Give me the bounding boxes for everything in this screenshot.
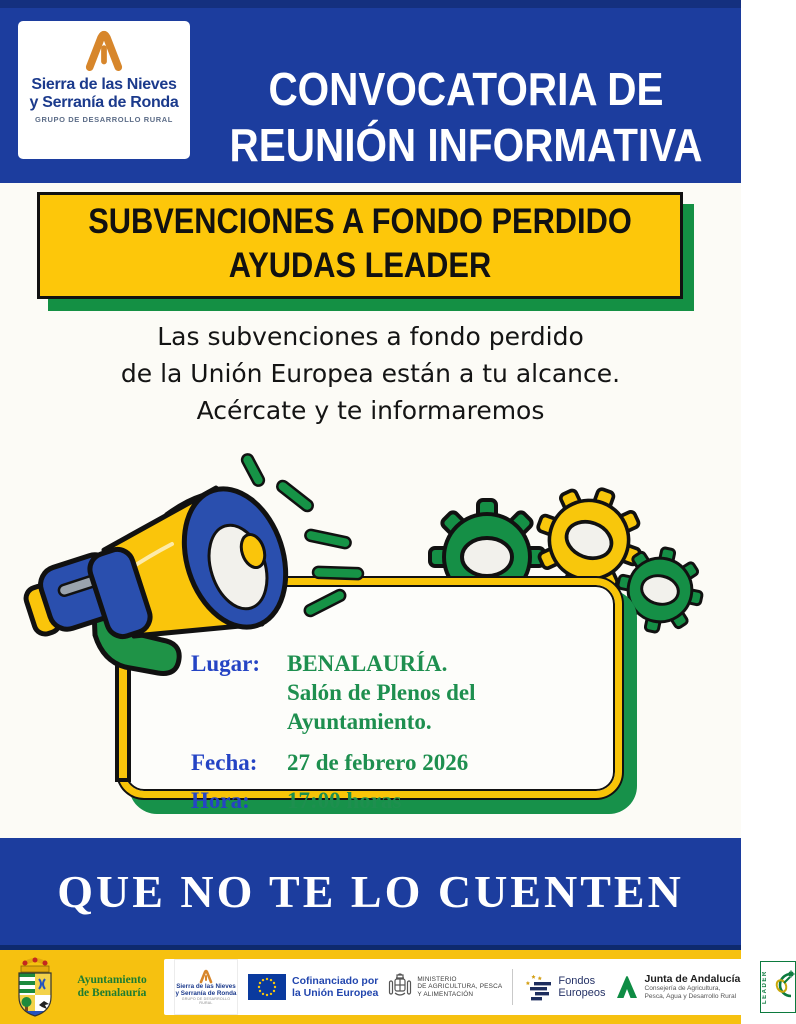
sierra-footer-logo [174, 959, 238, 1015]
benalauria-coat-of-arms-icon [12, 955, 58, 1019]
lugar-value-line2: Salón de Plenos del Ayuntamiento. [287, 680, 476, 734]
partner-logos-strip [164, 959, 750, 1015]
sierra-footer-subtitle: GRUPO DE DESARROLLO RURAL [181, 997, 231, 1005]
sierra-logo-name [18, 76, 190, 112]
fondos-line2: Europeos [558, 987, 606, 999]
junta-andalucia-logo [615, 973, 740, 1000]
junta-a-icon [615, 974, 639, 1000]
hora-value: 17:00 horas [287, 788, 402, 813]
mountain-peak-icon [175, 969, 237, 983]
junta-labels [644, 973, 740, 1000]
ministerio-line2: DE AGRICULTURA, PESCA [417, 983, 503, 991]
ministerio-line3: Y ALIMENTACIÓN [417, 990, 474, 998]
lugar-value: BENALAURÍA. [287, 651, 448, 676]
banner-line-2: AYUDAS LEADER [228, 246, 492, 285]
ayuntamiento-line2: de Benalauría [77, 987, 147, 999]
title-line-1: CONVOCATORIA DE [268, 62, 664, 115]
hora-label: Hora: [191, 788, 250, 813]
stars-bars-icon [523, 974, 553, 1001]
junta-sub-line1: Consejería de Agricultura, [644, 985, 721, 993]
junta-name: Junta de Andalucía [644, 973, 741, 986]
lugar-label: Lugar: [191, 651, 260, 676]
eu-cofunded-logo [248, 974, 378, 1000]
ayuntamiento-line1: Ayuntamiento [77, 974, 147, 986]
megaphone-icon [20, 440, 368, 785]
fecha-label: Fecha: [191, 750, 258, 775]
header-band [0, 0, 741, 183]
detail-row-hora [191, 786, 615, 815]
ministerio-label [417, 976, 502, 999]
intro-line-2: de la Unión Europea están a tu alcance. [120, 359, 621, 388]
leader-emblem-icon [773, 962, 795, 1010]
sierra-logo-subtitle: GRUPO DE DESARROLLO RURAL [35, 115, 173, 124]
footer-divider [512, 969, 513, 1005]
sierra-footer-name [175, 983, 237, 997]
sierra-logo-card [18, 21, 190, 159]
slogan-band [0, 838, 741, 950]
intro-line-3: Acércate y te informaremos [196, 396, 545, 425]
junta-sub-line2: Pesca, Agua y Desarrollo Rural [644, 993, 737, 1000]
ministerio-line1: MINISTERIO [417, 975, 457, 983]
sierra-footer-line2: y Serranía de Ronda [175, 990, 237, 997]
fondos-label [558, 975, 605, 1000]
eu-line2: la Unión Europea [292, 987, 379, 999]
page-title [196, 61, 736, 173]
illustration-zone [0, 430, 741, 838]
banner-line-1: SUBVENCIONES A FONDO PERDIDO [88, 202, 632, 241]
sierra-logo-line2: y Serranía de Ronda [29, 94, 179, 111]
sierra-footer-line1: Sierra de las Nieves [176, 983, 236, 990]
leader-logo [760, 961, 796, 1013]
slogan-text: QUE NO TE LO CUENTEN [57, 866, 684, 917]
eu-line1: Cofinanciado por [292, 975, 379, 987]
eu-cofunded-label [292, 975, 378, 999]
fecha-value: 27 de febrero 2026 [287, 750, 469, 775]
spain-crest-icon [388, 972, 412, 1002]
intro-line-1: Las subvenciones a fondo perdido [157, 322, 584, 351]
ministerio-logo [388, 972, 502, 1002]
mountain-peak-icon [81, 29, 127, 71]
title-line-2: REUNIÓN INFORMATIVA [229, 118, 703, 171]
intro-text [0, 318, 741, 429]
footer-logos-bar [0, 950, 769, 1024]
eu-flag-icon [248, 974, 286, 1000]
subject-banner [37, 192, 683, 299]
fondos-line1: Fondos [558, 974, 596, 987]
leader-label: LEADER [762, 970, 769, 1004]
ayuntamiento-label [66, 974, 158, 1000]
fondos-europeos-logo [523, 974, 605, 1001]
junta-sub [644, 985, 740, 1000]
megaphone-pole [117, 662, 129, 780]
sierra-logo-line1: Sierra de las Nieves [31, 76, 177, 93]
